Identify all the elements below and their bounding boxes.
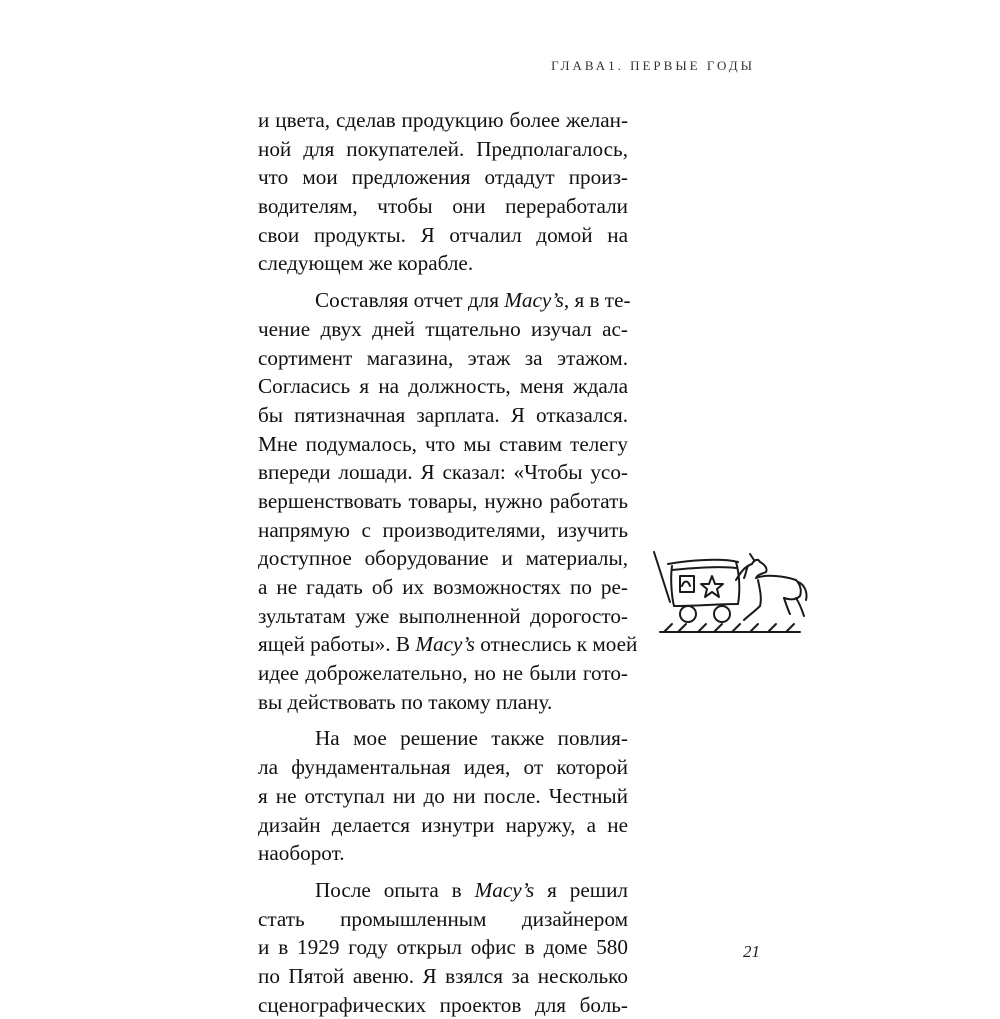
text-line (258, 249, 628, 278)
text-run: я решил (534, 877, 628, 902)
body-text (258, 106, 638, 1019)
text-run: свои продукты. Я отчалил домой на (258, 222, 628, 247)
text-line (258, 458, 628, 487)
text-line (258, 991, 628, 1019)
text-line (258, 163, 628, 192)
text-line (258, 315, 628, 344)
text-run: и цвета, сделав продукцию более желан- (258, 108, 628, 132)
text-line (258, 516, 628, 545)
text-line (258, 688, 628, 717)
text-line (258, 192, 628, 221)
text-line (258, 724, 628, 753)
paragraph-gap (258, 716, 628, 724)
text-line (258, 344, 628, 373)
text-run: вершенствовать товары, нужно работать (258, 488, 628, 513)
text-line (258, 135, 628, 164)
text-run: Согласись я на должность, меня ждала (258, 374, 628, 399)
text-run: водителям, чтобы они переработали (258, 194, 628, 219)
text-run: ящей работы». В (258, 632, 416, 657)
text-run: ной для покупателей. Предполагалось, (258, 136, 628, 161)
running-head: ГЛАВА1. ПЕРВЫЕ ГОДЫ (551, 58, 755, 73)
text-run: Мне подумалось, что мы ставим телегу (258, 431, 628, 456)
italic-text: Macy’s (474, 877, 535, 902)
text-line (258, 430, 628, 459)
text-line (258, 659, 628, 688)
text-run: впереди лошади. Я сказал: «Чтобы усо- (258, 460, 628, 485)
text-line (258, 372, 628, 401)
text-line (258, 221, 628, 250)
text-line (258, 753, 628, 782)
text-run: что мои предложения отдадут произ- (258, 165, 628, 190)
text-run: бы пятизначная зарплата. Я отказался. (258, 402, 628, 427)
text-line (258, 487, 628, 516)
text-run: а не гадать об их возможностях по ре- (258, 575, 628, 599)
text-run: На мое решение также повлия- (315, 726, 628, 751)
text-run: Составляя отчет для (315, 288, 505, 313)
text-run: идее доброжелательно, но не были гото- (258, 661, 628, 686)
text-run: я не отступал ни до ни после. Честный (258, 783, 628, 808)
text-run: доступное оборудование и материалы, (258, 546, 628, 571)
paragraph-gap (258, 278, 628, 286)
text-line (258, 905, 628, 934)
text-line (258, 876, 628, 905)
cart-before-horse-illustration (650, 540, 810, 650)
text-line (258, 933, 628, 962)
text-line (258, 286, 631, 315)
text-line (258, 401, 628, 430)
paragraph-gap (258, 868, 628, 876)
text-run: сценографических проектов для боль- (258, 992, 628, 1017)
text-run: отнеслись к моей (474, 632, 638, 657)
text-line (258, 106, 628, 135)
text-run: После опыта в (315, 877, 475, 902)
italic-text: Macy’s (415, 632, 475, 657)
text-line (258, 602, 628, 631)
text-run: напрямую с производителями, изучить (258, 517, 628, 542)
text-line (258, 811, 628, 840)
text-run: дизайн делается изнутри наружу, а не (258, 812, 628, 837)
text-run: , я в те- (563, 288, 631, 313)
text-line (258, 573, 628, 602)
text-line (258, 544, 628, 573)
text-line (258, 962, 628, 991)
text-run: и в 1929 году открыл офис в доме 580 (258, 935, 628, 960)
text-run: сортимент магазина, этаж за этажом. (258, 345, 628, 370)
text-run: вы действовать по такому плану. (258, 689, 553, 714)
text-run: стать промышленным дизайнером (258, 906, 628, 931)
text-line (258, 630, 638, 659)
text-run: наоборот. (258, 841, 345, 866)
text-run: ла фундаментальная идея, от которой (258, 755, 628, 780)
text-run: следующем же корабле. (258, 251, 474, 276)
text-line (258, 839, 628, 868)
text-line (258, 782, 628, 811)
text-run: по Пятой авеню. Я взялся за несколько (258, 963, 628, 988)
text-run: чение двух дней тщательно изучал ас- (258, 316, 628, 341)
text-run: зультатам уже выполненной дорогосто- (258, 603, 628, 628)
page-number: 21 (743, 942, 760, 961)
italic-text: Macy’s (504, 288, 564, 313)
